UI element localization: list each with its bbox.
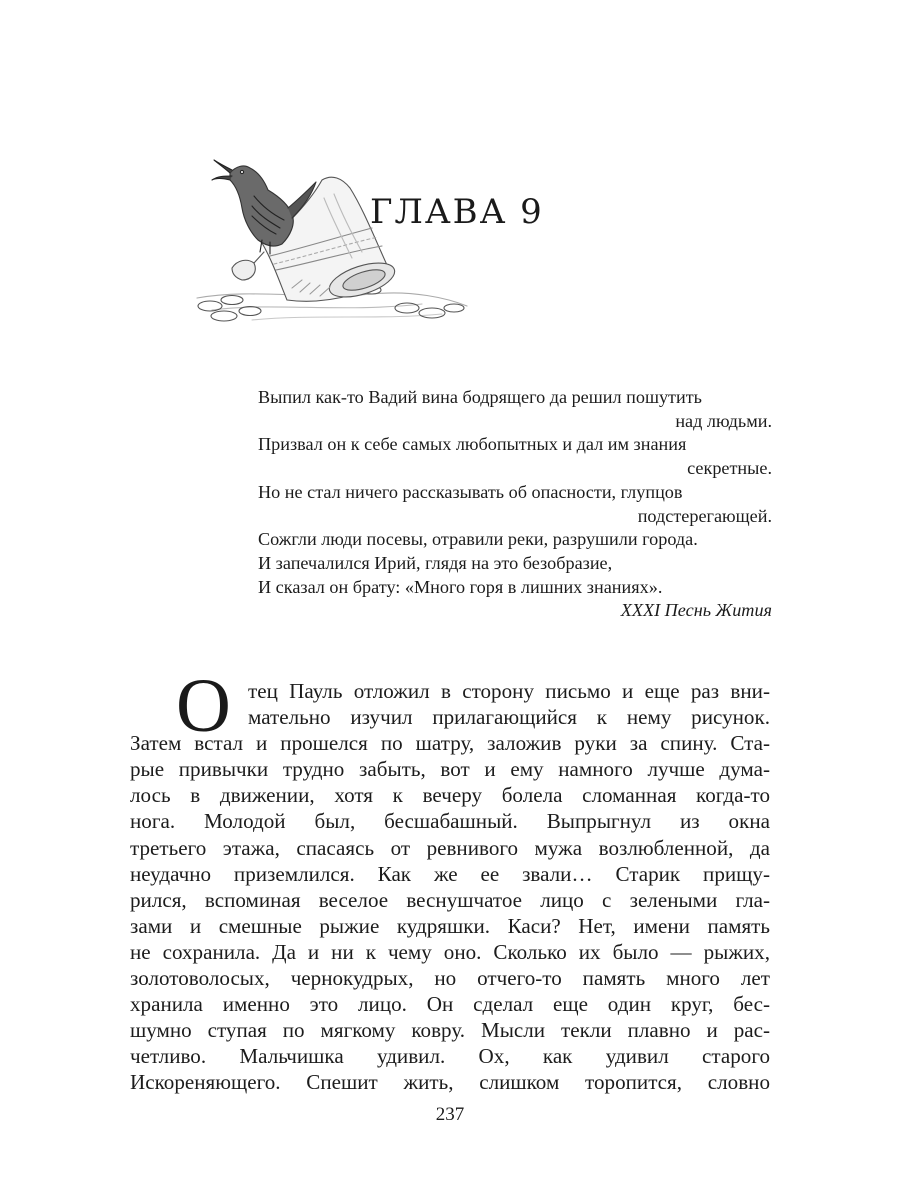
body-line: не сохранила. Да и ни к чему оно. Сколько их было — рыжих,	[130, 939, 770, 964]
epigraph-line: подстерегающей.	[637, 505, 772, 526]
epigraph-line: Сожгли люди посевы, отравили реки, разрушили города.	[258, 529, 698, 550]
body-line: мательно изучил прилагающийся к нему рисунок.	[248, 705, 770, 730]
body-line: рился, вспоминая веселое веснушчатое лицо с зелеными гла-	[130, 887, 770, 912]
epigraph-source: XXXI Песнь Жития	[620, 600, 772, 621]
body-line: золотоволосых, чернокудрых, но отчего-то память много лет	[130, 966, 770, 991]
epigraph-line: И сказал он брату: «Много горя в лишних знаниях».	[258, 576, 663, 597]
raven-on-bell-illustration	[192, 148, 472, 338]
body-line: хранила именно это лицо. Он сделал еще один круг, бес-	[130, 992, 770, 1017]
drop-cap-letter: О	[176, 664, 231, 748]
body-line: четливо. Мальчишка удивил. Ох, как удивил старого	[130, 1044, 770, 1069]
body-line: зами и смешные рыжие кудряшки. Каси? Нет, имени память	[130, 913, 770, 938]
body-line: Затем встал и прошелся по шатру, заложив руки за спину. Ста-	[130, 731, 770, 756]
epigraph-line: Но не стал ничего рассказывать об опасности, глупцов	[258, 481, 683, 502]
body-line: нога. Молодой был, бесшабашный. Выпрыгнул из окна	[130, 809, 770, 834]
body-line: лось в движении, хотя к вечеру болела сломанная когда-то	[130, 783, 770, 808]
epigraph-line: Выпил как-то Вадий вина бодрящего да решил пошутить	[258, 387, 702, 407]
epigraph-line: над людьми.	[675, 410, 772, 431]
epigraph-line: секретные.	[687, 458, 772, 479]
body-line: неудачно приземлился. Как же ее звали… Старик прищу-	[130, 861, 770, 886]
page-number: 237	[435, 1104, 465, 1125]
body-line: шумно ступая по мягкому ковру. Мысли текли плавно и рас-	[130, 1018, 770, 1043]
chapter-title: ГЛАВА 9	[370, 192, 544, 232]
body-line: тец Пауль отложил в сторону письмо и еще раз вни-	[248, 679, 770, 703]
body-line: Искореняющего. Спешит жить, слишком торопится, словно	[130, 1070, 770, 1095]
epigraph-line: Призвал он к себе самых любопытных и дал им знания	[258, 434, 687, 455]
epigraph	[258, 386, 772, 623]
body-line: третьего этажа, спасаясь от ревнивого мужа возлюбленной, да	[130, 835, 770, 860]
body-line: рые привычки трудно забыть, вот и ему намного лучше дума-	[130, 757, 770, 782]
body-paragraph	[130, 678, 770, 1096]
epigraph-line: И запечалился Ирий, глядя на это безобразие,	[258, 552, 613, 573]
